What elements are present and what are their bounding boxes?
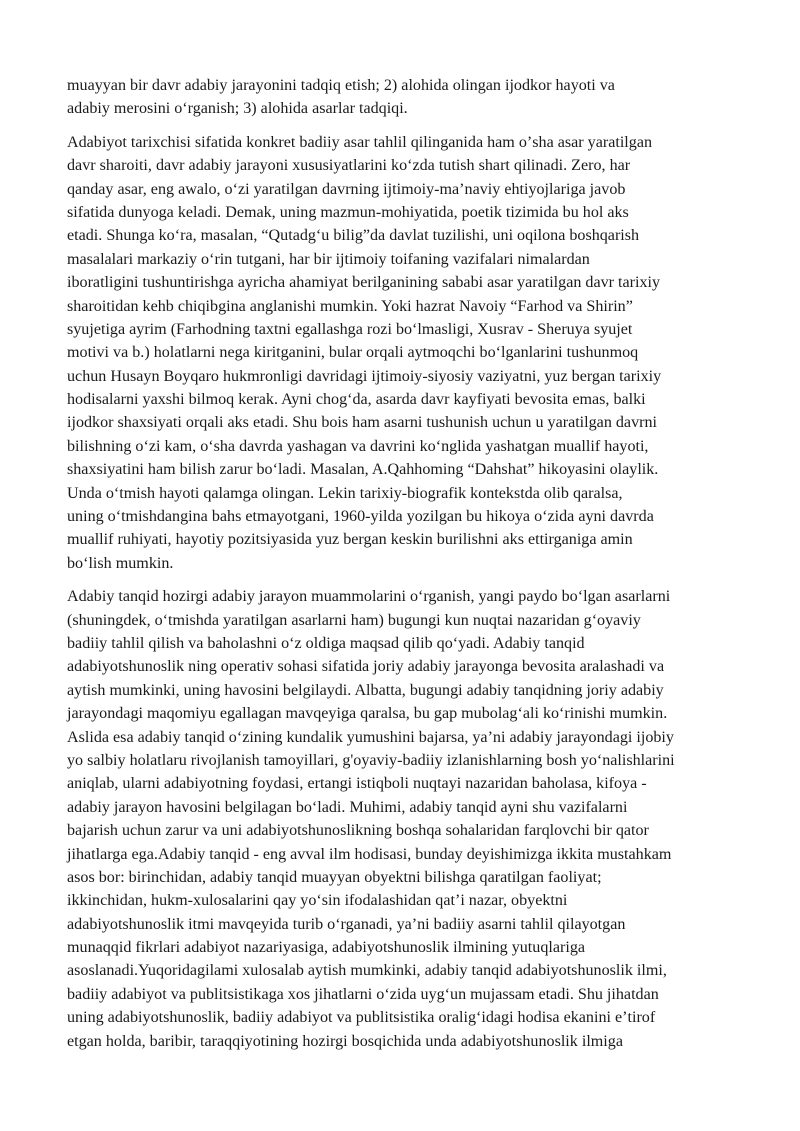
text-line: jarayondagi maqomiyu egallagan mavqeyiga qaralsa, bu gap mubolagʻali koʻrinishi mumkin.	[67, 705, 668, 723]
text-line: muayyan bir davr adabiy jarayonini tadqiq etish; 2) alohida olingan ijodkor hayoti va	[67, 77, 615, 94]
text-line: etgan holda, baribir, taraqqiyotining hozirgi bosqichida unda adabiyotshunoslik ilmiga	[67, 1032, 623, 1050]
text-line: badiiy tahlil qilish va baholashni oʻz oldiga maqsad qilib qoʻyadi. Adabiy tanqid	[67, 634, 585, 652]
text-line: muallif ruhiyati, hayotiy pozitsiyasida yuz bergan keskin burilishni aks ettirganiga amin	[67, 531, 633, 549]
text-line: asos bor: birinchidan, adabiy tanqid muayyan obyektni bilishga qaratilgan faoliyat;	[67, 868, 602, 886]
document-page	[67, 74, 787, 1063]
text-line: etadi. Shunga koʻra, masalan, “Qutadgʻu bilig”da davlat tuzilishi, uni oqilona boshqarish	[67, 227, 640, 245]
paragraph-3	[67, 585, 787, 1053]
text-line: masalalari markaziy oʻrin tutgani, har bir ijtimoiy toifaning vazifalari nimalardan	[67, 250, 590, 268]
text-line: sifatida dunyoga keladi. Demak, uning mazmun-mohiyatida, poetik tizimida bu hol aks	[67, 203, 629, 221]
text-line: motivi va b.) holatlarni nega kiritganini, bular orqali aytmoqchi boʻlganlarini tushunmoq	[67, 344, 639, 362]
text-line: uning oʻtmishdangina bahs etmayotgani, 1960-yilda yozilgan bu hikoya oʻzida ayni davrda	[67, 508, 654, 526]
text-line: (shuningdek, oʻtmishda yaratilgan asarlarni ham) bugungi kun nuqtai nazaridan gʻoyaviy	[67, 611, 641, 629]
text-line: ikkinchidan, hukm-xulosalarini qay yoʻsin ifodalashidan qatʼi nazar, obyektni	[67, 892, 568, 910]
paragraph-2	[67, 131, 787, 575]
text-line: qanday asar, eng awalo, oʻzi yaratilgan davrning ijtimoiy-maʼnaviy ehtiyojlariga javob	[67, 180, 626, 198]
text-line: syujetiga ayrim (Farhodning taxtni egallashga rozi boʻlmasligi, Xusrav - Sheruya syujet	[67, 320, 633, 338]
text-line: ijodkor shaxsiyati orqali aks etadi. Shu bois ham asarni tushunish uchun u yaratilgan davrni	[67, 414, 657, 432]
text-line: uning adabiyotshunoslik, badiiy adabiyot va publitsistika oraligʻidagi hodisa ekanini eʼtirof	[67, 1009, 656, 1027]
text-line: Unda oʻtmish hayoti qalamga olingan. Lekin tarixiy-biografik kontekstda olib qaralsa,	[67, 484, 623, 502]
text-line: hodisalarni yaxshi bilmoq kerak. Ayni chogʻda, asarda davr kayfiyati bevosita emas, balki	[67, 391, 646, 409]
text-line: davr sharoiti, davr adabiy jarayoni xususiyatlarini koʻzda tutish shart qilinadi. Zero, har	[67, 157, 631, 175]
text-line: Adabiy tanqid hozirgi adabiy jarayon muammolarini oʻrganish, yangi paydo boʻlgan asarlarni	[67, 588, 671, 606]
text-line: bilishning oʻzi kam, oʻsha davrda yashagan va davrini koʻnglida yashatgan muallif hayoti,	[67, 437, 649, 455]
text-line: uchun Husayn Boyqaro hukmronligi davridagi ijtimoiy-siyosiy vaziyatni, yuz bergan tarixiy	[67, 367, 662, 385]
text-line: asoslanadi.Yuqoridagilami xulosalab aytish mumkinki, adabiy tanqid adabiyotshunoslik ilmi,	[67, 962, 667, 980]
text-line: adabiy merosini oʻrganish; 3) alohida asarlar tadqiqi.	[67, 100, 408, 118]
text-line: sharoitidan kehb chiqibgina anglanishi mumkin. Yoki hazrat Navoiy “Farhod va Shirin”	[67, 297, 633, 315]
text-line: adabiyotshunoslik ning operativ sohasi sifatida joriy adabiy jarayonga bevosita aralashadi va	[67, 658, 665, 676]
text-line: adabiyotshunoslik itmi mavqeyida turib oʻrganadi, yaʼni badiiy asarni tahlil qilayotgan	[67, 915, 626, 933]
text-line: jihatlarga ega.Adabiy tanqid - eng avval ilm hodisasi, bunday deyishimizga ikkita mustahkam	[67, 845, 672, 863]
text-line: shaxsiyatini ham bilish zarur boʻladi. Masalan, A.Qahhoming “Dahshat” hikoyasini olaylik.	[67, 461, 659, 479]
text-line: iboratligini tushuntirishga ayricha ahamiyat berilganining sababi asar yaratilgan davr tarixiy	[67, 274, 661, 292]
text-line: yo salbiy holatlaru rivojlanish tamoyillari, g'oyaviy-badiiy izlanishlarning bosh yoʻnalishlarini	[67, 751, 675, 769]
text-line: Adabiyot tarixchisi sifatida konkret badiiy asar tahlil qilinganida ham oʼsha asar yaratilgan	[67, 133, 653, 151]
paragraph-1	[67, 74, 787, 121]
text-line: badiiy adabiyot va publitsistikaga xos jihatlarni oʻzida uygʻun mujassam etadi. Shu jihatdan	[67, 985, 659, 1003]
text-line: adabiy jarayon havosini belgilagan boʻladi. Muhimi, adabiy tanqid ayni shu vazifalarni	[67, 798, 628, 816]
text-line: aytish mumkinki, uning havosini belgilaydi. Albatta, bugungi adabiy tanqidning joriy adabiy	[67, 681, 664, 699]
text-line: Aslida esa adabiy tanqid oʻzining kundalik yumushini bajarsa, yaʼni adabiy jarayondagi ijobiy	[67, 728, 674, 746]
text-line: bajarish uchun zarur va uni adabiyotshunoslikning boshqa sohalaridan farqlovchi bir qator	[67, 822, 649, 840]
text-line: munaqqid fikrlari adabiyot nazariyasiga, adabiyotshunoslik ilmining yutuqlariga	[67, 939, 586, 957]
text-line: boʻlish mumkin.	[67, 554, 174, 572]
text-line: aniqlab, ularni adabiyotning foydasi, ertangi istiqboli nuqtayi nazaridan baholasa, kifoya -	[67, 775, 647, 793]
